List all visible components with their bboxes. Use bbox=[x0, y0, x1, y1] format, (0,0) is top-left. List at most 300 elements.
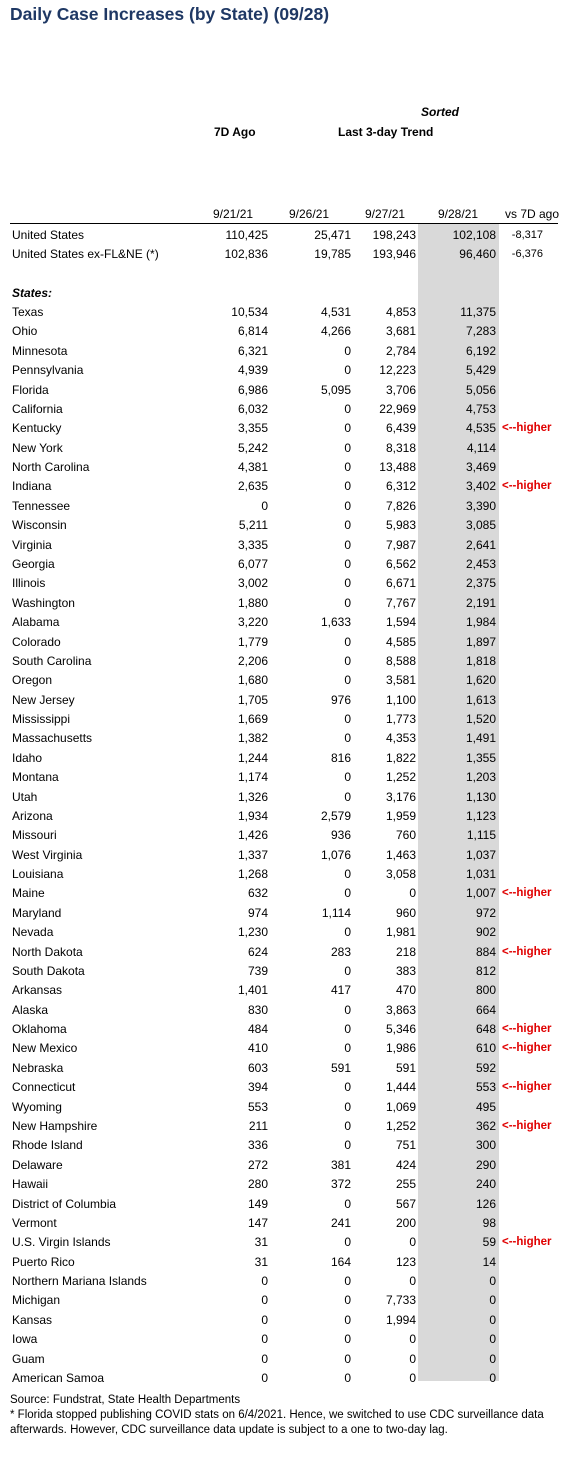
table-row bbox=[0, 1136, 565, 1155]
value-9-28: 6,192 bbox=[465, 343, 496, 358]
state-name: New Jersey bbox=[12, 692, 75, 707]
value-9-28: 2,641 bbox=[465, 537, 496, 552]
value-9-28: 1,355 bbox=[465, 750, 496, 765]
value-9-26: 976 bbox=[330, 692, 351, 707]
value-9-27: 1,822 bbox=[385, 750, 416, 765]
table-row bbox=[0, 477, 565, 496]
value-9-27: 1,252 bbox=[385, 1119, 416, 1133]
table-row bbox=[0, 1059, 565, 1078]
state-name: Nevada bbox=[12, 925, 54, 940]
value-9-21: 0 bbox=[261, 1332, 268, 1347]
value-9-26: 936 bbox=[330, 828, 351, 843]
value-9-28: 2,453 bbox=[465, 556, 496, 571]
value-9-21: 6,032 bbox=[237, 401, 268, 416]
value-9-28: 0 bbox=[489, 1370, 496, 1385]
column-header-4: 9/28/21 bbox=[438, 207, 479, 221]
value-9-28: 1,613 bbox=[465, 692, 496, 707]
table-row bbox=[0, 943, 565, 962]
value-9-28: 4,114 bbox=[466, 440, 496, 455]
state-name: New York bbox=[12, 440, 63, 455]
value-9-28: 884 bbox=[475, 944, 496, 959]
value-9-27: 567 bbox=[395, 1196, 416, 1211]
row-name: United States ex-FL&NE (*) bbox=[12, 247, 159, 261]
state-name: Oregon bbox=[12, 673, 53, 688]
value-9-26: 0 bbox=[344, 1332, 351, 1347]
value-9-27: 8,318 bbox=[385, 440, 416, 455]
value-9-27: 383 bbox=[395, 963, 416, 978]
table-row bbox=[0, 904, 565, 923]
value-9-26: 381 bbox=[330, 1157, 351, 1172]
value-9-28: 1,818 bbox=[465, 653, 496, 668]
value-9-21: 1,337 bbox=[237, 847, 268, 862]
value-9-26: 372 bbox=[330, 1177, 351, 1192]
value-9-27: 1,994 bbox=[385, 1312, 416, 1327]
column-header-1: 9/21/21 bbox=[213, 207, 254, 221]
table-row bbox=[0, 846, 565, 865]
table-row bbox=[0, 1350, 565, 1369]
table-row bbox=[0, 381, 565, 400]
state-name: New Mexico bbox=[12, 1041, 78, 1056]
value-9-28: 300 bbox=[475, 1138, 496, 1153]
value-9-26: 417 bbox=[330, 983, 351, 998]
value-9-26: 0 bbox=[344, 1022, 351, 1037]
table-row bbox=[0, 981, 565, 1000]
table-row bbox=[0, 1098, 565, 1117]
value-9-27: 7,767 bbox=[385, 595, 416, 610]
table-row bbox=[0, 1253, 565, 1272]
value-9-28: 126 bbox=[475, 1196, 496, 1211]
value-9-28: 1,031 bbox=[465, 867, 496, 881]
value-9-21: 410 bbox=[247, 1041, 268, 1056]
table-row bbox=[0, 1369, 565, 1388]
value-9-27: 0 bbox=[409, 1370, 416, 1385]
value-9-26: 0 bbox=[344, 576, 351, 591]
value-9-28: 290 bbox=[475, 1157, 496, 1172]
value-9-28: 102,108 bbox=[452, 228, 496, 242]
value-9-21: 632 bbox=[247, 886, 268, 901]
value-9-21: 147 bbox=[247, 1215, 268, 1230]
page-title: Daily Case Increases (by State) (09/28) bbox=[10, 4, 330, 24]
value-9-27: 3,863 bbox=[385, 1002, 416, 1017]
value-9-27: 5,983 bbox=[385, 518, 416, 533]
state-name: Texas bbox=[12, 305, 44, 319]
table-row bbox=[0, 1272, 565, 1291]
state-name: Ohio bbox=[12, 324, 38, 339]
table-row bbox=[0, 536, 565, 555]
value-9-21: 1,401 bbox=[237, 983, 268, 998]
value-9-27: 198,243 bbox=[372, 228, 416, 242]
value-9-28: 0 bbox=[489, 1274, 496, 1288]
higher-flag: <--higher bbox=[502, 945, 552, 958]
value-9-27: 4,853 bbox=[385, 305, 416, 319]
state-name: Arizona bbox=[12, 808, 53, 823]
table-row bbox=[0, 439, 565, 458]
state-name: Pennsylvania bbox=[12, 363, 84, 378]
value-9-26: 0 bbox=[344, 479, 351, 494]
higher-flag: <--higher bbox=[502, 422, 552, 435]
value-9-27: 123 bbox=[395, 1254, 416, 1269]
value-9-27: 1,069 bbox=[385, 1099, 416, 1114]
state-name: Puerto Rico bbox=[12, 1254, 75, 1269]
value-9-21: 1,934 bbox=[237, 808, 268, 823]
value-9-27: 1,252 bbox=[385, 770, 416, 785]
value-9-21: 3,335 bbox=[237, 537, 268, 552]
value-vs-7d: -8,317 bbox=[511, 229, 543, 241]
source-line: Source: Fundstrat, State Health Departments bbox=[10, 1394, 241, 1406]
value-9-28: 1,115 bbox=[466, 828, 496, 843]
state-name: Montana bbox=[12, 770, 59, 785]
table-row bbox=[0, 303, 565, 322]
value-9-26: 0 bbox=[344, 401, 351, 416]
value-9-26: 0 bbox=[344, 634, 351, 649]
value-9-26: 0 bbox=[344, 712, 351, 726]
state-name: Oklahoma bbox=[12, 1022, 67, 1037]
state-name: Idaho bbox=[12, 750, 43, 765]
state-name: Indiana bbox=[12, 479, 52, 494]
table-row bbox=[0, 884, 565, 903]
value-9-21: 1,382 bbox=[237, 731, 268, 746]
value-9-21: 110,425 bbox=[225, 228, 268, 242]
state-name: Guam bbox=[12, 1351, 45, 1366]
table-row bbox=[0, 710, 565, 729]
value-9-27: 255 bbox=[395, 1177, 416, 1192]
value-9-21: 211 bbox=[248, 1119, 268, 1133]
value-9-27: 1,444 bbox=[385, 1080, 416, 1095]
value-9-26: 0 bbox=[344, 1041, 351, 1056]
value-9-27: 218 bbox=[395, 944, 416, 959]
value-9-27: 1,981 bbox=[385, 925, 416, 940]
value-9-28: 2,375 bbox=[465, 576, 496, 591]
value-9-28: 14 bbox=[482, 1254, 496, 1269]
table-row bbox=[0, 1175, 565, 1194]
table-row bbox=[0, 729, 565, 748]
table-row bbox=[0, 400, 565, 419]
state-name: South Carolina bbox=[12, 653, 92, 668]
value-9-26: 4,531 bbox=[320, 305, 351, 319]
value-9-26: 0 bbox=[344, 1138, 351, 1153]
table-row bbox=[0, 1001, 565, 1020]
value-vs-7d: -6,376 bbox=[511, 248, 543, 260]
value-9-27: 3,681 bbox=[385, 324, 416, 339]
value-9-21: 31 bbox=[254, 1254, 268, 1269]
value-9-28: 0 bbox=[489, 1332, 496, 1347]
value-9-27: 5,346 bbox=[385, 1022, 416, 1037]
value-9-26: 1,633 bbox=[320, 615, 351, 630]
state-name: California bbox=[12, 401, 63, 416]
table-row bbox=[0, 671, 565, 690]
value-9-28: 1,123 bbox=[465, 808, 496, 823]
value-9-28: 98 bbox=[482, 1215, 496, 1230]
higher-flag: <--higher bbox=[502, 1081, 552, 1094]
value-9-27: 6,671 bbox=[385, 576, 416, 591]
table-row bbox=[0, 1291, 565, 1310]
state-name: Kansas bbox=[12, 1312, 53, 1327]
value-9-28: 1,984 bbox=[465, 615, 496, 630]
state-name: Maine bbox=[12, 886, 45, 901]
value-9-21: 553 bbox=[247, 1099, 268, 1114]
value-9-26: 0 bbox=[344, 537, 351, 552]
value-9-21: 0 bbox=[261, 1312, 268, 1327]
higher-flag: <--higher bbox=[502, 1023, 552, 1036]
value-9-27: 0 bbox=[409, 1332, 416, 1347]
value-9-26: 0 bbox=[344, 1119, 351, 1133]
value-9-21: 1,680 bbox=[237, 673, 268, 688]
value-9-27: 3,581 bbox=[385, 673, 416, 688]
value-9-28: 812 bbox=[475, 963, 496, 978]
header-rule bbox=[10, 223, 558, 224]
state-name: South Dakota bbox=[12, 963, 85, 978]
column-header-5: vs 7D ago bbox=[505, 207, 560, 221]
value-9-28: 902 bbox=[475, 925, 496, 940]
value-9-28: 648 bbox=[475, 1022, 496, 1037]
value-9-21: 149 bbox=[247, 1196, 268, 1211]
value-9-21: 280 bbox=[247, 1177, 268, 1192]
state-name: District of Columbia bbox=[12, 1196, 117, 1211]
value-9-21: 1,426 bbox=[237, 828, 268, 843]
value-9-28: 3,085 bbox=[465, 518, 496, 533]
state-name: Northern Mariana Islands bbox=[12, 1274, 147, 1288]
value-9-26: 816 bbox=[330, 750, 351, 765]
state-name: North Carolina bbox=[12, 460, 90, 474]
value-9-26: 0 bbox=[344, 1099, 351, 1114]
value-9-26: 0 bbox=[344, 1235, 351, 1250]
table-row bbox=[0, 322, 565, 341]
value-9-28: 96,460 bbox=[459, 247, 496, 261]
value-9-27: 1,594 bbox=[385, 615, 416, 630]
value-9-28: 4,753 bbox=[465, 401, 496, 416]
table-row bbox=[0, 1156, 565, 1175]
table-row bbox=[0, 342, 565, 361]
value-9-26: 0 bbox=[344, 421, 351, 436]
value-9-27: 7,826 bbox=[385, 498, 416, 513]
value-9-21: 1,779 bbox=[237, 634, 268, 649]
value-9-27: 0 bbox=[409, 1274, 416, 1288]
state-name: Virginia bbox=[12, 537, 52, 552]
value-9-26: 0 bbox=[344, 1274, 351, 1288]
value-9-27: 7,733 bbox=[385, 1293, 416, 1308]
value-9-26: 0 bbox=[344, 963, 351, 978]
value-9-27: 4,585 bbox=[385, 634, 416, 649]
value-9-28: 362 bbox=[475, 1119, 496, 1133]
state-name: Florida bbox=[12, 382, 49, 397]
value-9-21: 1,669 bbox=[237, 712, 268, 726]
value-9-28: 800 bbox=[475, 983, 496, 998]
value-9-26: 0 bbox=[344, 518, 351, 533]
value-9-26: 0 bbox=[344, 440, 351, 455]
value-9-26: 0 bbox=[344, 770, 351, 785]
higher-flag: <--higher bbox=[502, 1236, 552, 1249]
value-9-21: 4,381 bbox=[237, 460, 268, 474]
value-9-28: 7,283 bbox=[465, 324, 496, 339]
value-9-28: 1,203 bbox=[465, 770, 496, 785]
value-9-26: 5,095 bbox=[320, 382, 351, 397]
value-9-27: 1,986 bbox=[385, 1041, 416, 1056]
value-9-26: 591 bbox=[330, 1060, 351, 1075]
value-9-21: 739 bbox=[247, 963, 268, 978]
table-row bbox=[0, 788, 565, 807]
value-9-26: 0 bbox=[344, 498, 351, 513]
value-9-21: 484 bbox=[247, 1022, 268, 1037]
value-9-27: 7,987 bbox=[385, 537, 416, 552]
table-row bbox=[0, 652, 565, 671]
state-name: Louisiana bbox=[12, 867, 64, 881]
value-9-28: 1,520 bbox=[465, 712, 496, 726]
state-name: U.S. Virgin Islands bbox=[12, 1235, 111, 1250]
state-name: Alaska bbox=[12, 1002, 49, 1017]
value-9-26: 0 bbox=[344, 363, 351, 378]
value-9-21: 974 bbox=[247, 905, 268, 920]
value-9-26: 0 bbox=[344, 1293, 351, 1308]
value-9-26: 241 bbox=[330, 1215, 351, 1230]
state-name: Vermont bbox=[12, 1215, 57, 1230]
value-9-28: 664 bbox=[475, 1002, 496, 1017]
value-9-21: 394 bbox=[247, 1080, 268, 1095]
value-9-27: 1,100 bbox=[385, 692, 416, 707]
value-9-21: 3,002 bbox=[237, 576, 268, 591]
value-9-28: 1,897 bbox=[465, 634, 496, 649]
table-row bbox=[0, 594, 565, 613]
table-row bbox=[0, 691, 565, 710]
value-9-26: 0 bbox=[344, 1196, 351, 1211]
value-9-26: 25,471 bbox=[314, 228, 351, 242]
value-9-21: 603 bbox=[247, 1060, 268, 1075]
value-9-26: 0 bbox=[344, 653, 351, 668]
state-name: Georgia bbox=[12, 556, 55, 571]
table-row bbox=[0, 1039, 565, 1058]
table-row bbox=[0, 865, 565, 884]
value-9-21: 1,326 bbox=[237, 789, 268, 804]
table-row bbox=[0, 749, 565, 768]
state-name: West Virginia bbox=[12, 847, 83, 862]
value-9-21: 2,635 bbox=[237, 479, 268, 494]
state-name: Washington bbox=[12, 595, 75, 610]
state-name: Missouri bbox=[12, 828, 57, 843]
state-name: Delaware bbox=[12, 1157, 63, 1172]
value-9-27: 193,946 bbox=[372, 247, 416, 261]
value-9-27: 8,588 bbox=[385, 653, 416, 668]
column-date-headers bbox=[0, 207, 565, 223]
value-9-26: 0 bbox=[344, 343, 351, 358]
value-9-28: 972 bbox=[475, 905, 496, 920]
value-9-21: 1,244 bbox=[237, 750, 268, 765]
table-row bbox=[0, 1195, 565, 1214]
value-9-21: 0 bbox=[261, 1370, 268, 1385]
table-row bbox=[0, 962, 565, 981]
seven-day-ago-header: 7D Ago bbox=[214, 125, 256, 139]
value-9-26: 283 bbox=[330, 944, 351, 959]
source-footnote bbox=[10, 1393, 555, 1438]
state-name: Alabama bbox=[12, 615, 60, 630]
table-row bbox=[0, 633, 565, 652]
value-9-28: 1,620 bbox=[465, 673, 496, 688]
value-9-27: 6,312 bbox=[385, 479, 416, 494]
table-row bbox=[0, 1078, 565, 1097]
value-9-26: 0 bbox=[344, 1312, 351, 1327]
state-name: Connecticut bbox=[12, 1080, 76, 1095]
value-9-28: 495 bbox=[475, 1099, 496, 1114]
value-9-26: 0 bbox=[344, 1080, 351, 1095]
table-row bbox=[0, 923, 565, 942]
higher-flag: <--higher bbox=[502, 887, 552, 900]
value-9-27: 0 bbox=[409, 886, 416, 901]
value-9-28: 11,375 bbox=[460, 305, 496, 319]
value-9-21: 830 bbox=[247, 1002, 268, 1017]
value-9-27: 0 bbox=[409, 1351, 416, 1366]
value-9-21: 31 bbox=[254, 1235, 268, 1250]
value-9-28: 610 bbox=[475, 1041, 496, 1056]
value-9-26: 19,785 bbox=[314, 247, 351, 261]
value-9-28: 2,191 bbox=[465, 595, 496, 610]
table-row bbox=[0, 1330, 565, 1349]
value-9-21: 0 bbox=[261, 1293, 268, 1308]
state-name: Nebraska bbox=[12, 1060, 64, 1075]
value-9-27: 760 bbox=[395, 828, 416, 843]
state-name: Michigan bbox=[12, 1293, 61, 1308]
row-name: United States bbox=[12, 228, 85, 242]
state-name: Arkansas bbox=[12, 983, 63, 998]
value-9-27: 200 bbox=[395, 1215, 416, 1230]
table-row bbox=[0, 1117, 565, 1136]
value-9-26: 0 bbox=[344, 886, 351, 901]
value-9-28: 3,390 bbox=[465, 498, 496, 513]
value-9-26: 0 bbox=[344, 731, 351, 746]
value-9-28: 3,402 bbox=[465, 479, 496, 494]
value-9-28: 0 bbox=[489, 1293, 496, 1308]
states-label: States: bbox=[12, 286, 53, 300]
value-9-28: 4,535 bbox=[465, 421, 496, 436]
value-9-21: 3,220 bbox=[237, 615, 268, 630]
value-9-26: 1,114 bbox=[321, 905, 351, 920]
summary-row bbox=[0, 226, 565, 245]
table-row bbox=[0, 1233, 565, 1252]
value-9-27: 960 bbox=[395, 905, 416, 920]
value-9-27: 470 bbox=[395, 983, 416, 998]
value-9-27: 591 bbox=[395, 1060, 416, 1075]
value-9-21: 0 bbox=[261, 498, 268, 513]
value-9-27: 22,969 bbox=[379, 401, 416, 416]
value-9-28: 5,056 bbox=[465, 382, 496, 397]
value-9-26: 0 bbox=[344, 1351, 351, 1366]
value-9-21: 1,268 bbox=[237, 867, 268, 881]
value-9-26: 0 bbox=[344, 925, 351, 940]
value-9-27: 751 bbox=[395, 1138, 416, 1153]
state-name: American Samoa bbox=[12, 1370, 105, 1385]
value-9-21: 0 bbox=[261, 1274, 268, 1288]
value-9-21: 10,534 bbox=[231, 305, 268, 319]
value-9-21: 272 bbox=[247, 1157, 268, 1172]
state-name: North Dakota bbox=[12, 944, 83, 959]
value-9-21: 102,836 bbox=[224, 247, 268, 261]
state-name: Wyoming bbox=[12, 1099, 62, 1114]
table-row bbox=[0, 807, 565, 826]
state-name: Utah bbox=[12, 789, 38, 804]
value-9-27: 3,706 bbox=[385, 382, 416, 397]
value-9-27: 13,488 bbox=[379, 460, 416, 474]
value-9-27: 0 bbox=[409, 1235, 416, 1250]
state-name: Massachusetts bbox=[12, 731, 93, 746]
value-9-26: 4,266 bbox=[320, 324, 351, 339]
table-row bbox=[0, 826, 565, 845]
state-name: Colorado bbox=[12, 634, 61, 649]
table-row bbox=[0, 361, 565, 380]
value-9-27: 12,223 bbox=[379, 363, 416, 378]
table-row bbox=[0, 1311, 565, 1330]
value-9-28: 1,130 bbox=[465, 789, 496, 804]
value-9-28: 3,469 bbox=[465, 460, 496, 474]
value-9-28: 1,491 bbox=[465, 731, 496, 746]
value-9-28: 240 bbox=[475, 1177, 496, 1192]
value-9-28: 1,037 bbox=[465, 847, 496, 862]
